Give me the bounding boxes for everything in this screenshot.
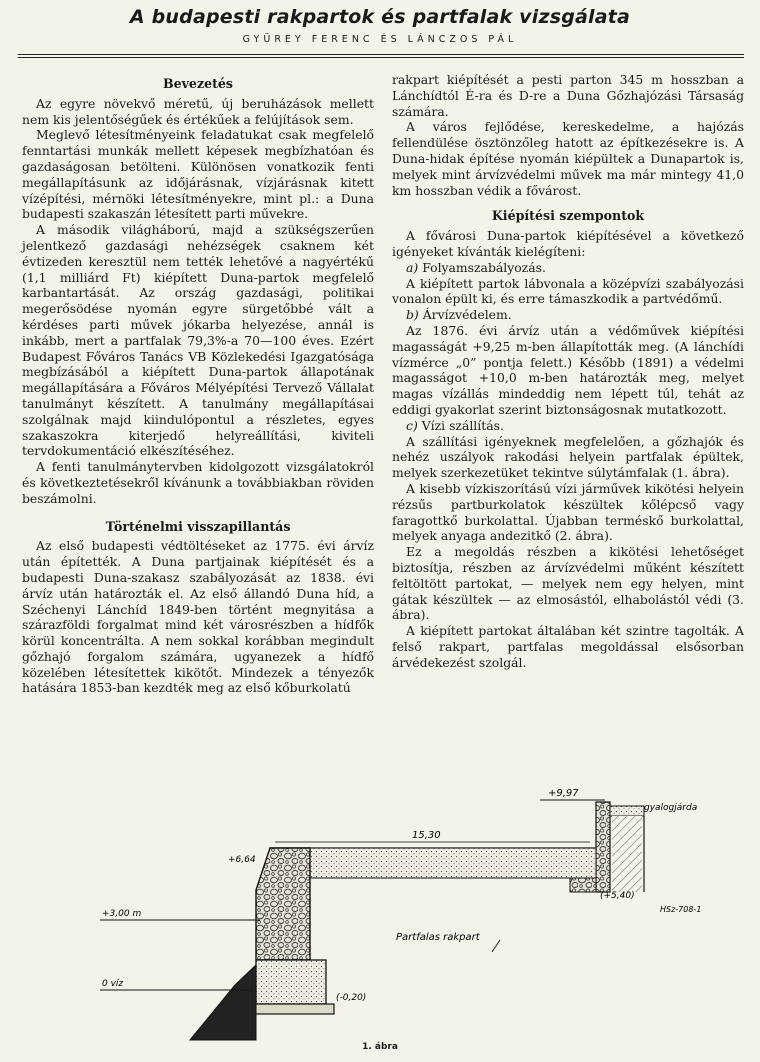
retained-fill	[612, 816, 642, 892]
list-title: Vízi szállítás.	[421, 417, 504, 433]
paragraph: Az első budapesti védtöltéseket az 1775. évi árvíz után építették. A Duna partjainak kiépítését és a budapesti Duna-szakasz szabályozását az 1838. évi árvíz után határozták el. Az első állandó Duna híd, a Széchenyi Lánchíd 1849-ben történt megnyitása a szárazföldi forgalmat mind két városrészben a hídfők körül koncentrálta. A nem sokkal korábban megindult gőzhajó forgalom számára, ugyanezek a hídfő közelében létesítettek kikötőt. Mindezek a tényezők hatására 1853-ban kezdték meg az első kőburkolatú	[22, 538, 374, 696]
drawing-number: HSz-708-1	[660, 905, 702, 914]
bottom-level-label: (-0,20)	[336, 993, 367, 1003]
list-title: Folyamszabályozás.	[422, 259, 546, 275]
list-title: Árvízvédelem.	[422, 307, 512, 323]
riverbed-slope	[190, 965, 256, 1040]
paragraph: Meglevő létesítményeink feladatukat csak megfelelő fenntartási munkák mellett képesek megbízhatóan és gazdaságosan betölteni. Különösen vonatkozik fenti megállapításunk az időjárásnak, vízjárásnak kitett vízépítési, mérnöki létesítményekre, mint pl.: a Duna budapesti szakaszán létesített parti művekre.	[22, 127, 374, 222]
paragraph-continuation: rakpart kiépítését a pesti parton 345 m hosszban a Lánchídtól É-ra és D-re a Duna Gőzhajózási Társaság számára.	[392, 72, 744, 119]
paragraph: A kiépített partok lábvonala a középvízi szabályozási vonalon épült ki, és erre támaszkodik a partvédőmű.	[392, 275, 744, 307]
quay-wall-cross-section-figure	[60, 780, 720, 1050]
quay-label: Partfalas rakpart	[396, 932, 480, 943]
right-support	[570, 878, 596, 892]
list-letter: a)	[406, 259, 419, 275]
list-item-heading	[392, 260, 744, 276]
left-column	[22, 70, 374, 696]
mid-level-label: +3,00 m	[102, 909, 142, 919]
wall-foundation	[256, 960, 326, 1004]
paragraph: A második világháború, majd a szükségszerűen jelentkező gazdasági nehézségek csaknem két évtizeden keresztül nem tették lehetővé a nagyértékű (1,1 milliárd Ft) kiépített Duna-partok megfelelő karbantartását. Az ország gazdasági, politikai megerősödése nyomán egyre sürgetőbbé vált a kérdéses parti művek jókarba helyezése, annál is inkább, mert a partfalak 79,3%-a 70—100 éves. Ezért Budapest Főváros Tanács VB Közlekedési Igazgatósága megbízásából a kiépített Duna-partok állapotának megállapítására a Főváros Mélyépítési Tervező Vállalat tanulmányt készített. A tanulmány megállapításai szolgálnak majd kiindulópontul a részletes, egyes szakaszokra kiterjedő helyreállítási, kiviteli tervdokumentáció elkészítéséhez.	[22, 222, 374, 459]
right-column	[392, 72, 744, 670]
paragraph: A fővárosi Duna-partok kiépítésével a következő igényeket kívánták kielégíteni:	[392, 228, 744, 259]
foundation-base	[248, 1004, 334, 1014]
section-heading: Bevezetés	[162, 76, 234, 91]
list-item-heading	[392, 307, 744, 323]
figure-caption: 1. ábra	[362, 1042, 398, 1052]
width-label: 15,30	[412, 830, 441, 841]
low-water-label: 0 víz	[102, 979, 124, 989]
left-level-label: +6,64	[228, 855, 256, 865]
road-slab	[270, 848, 596, 878]
list-item-heading	[392, 418, 744, 434]
paragraph: Az 1876. évi árvíz után a védőművek kiépítési magasságát +9,25 m-ben állapították meg. (A lánchídi vízmérce „0” pontja felett.) Később (1891) a védelmi magasságot +10,0 m-ben határozták meg, melyet magas vízállás mindeddig nem lépett túl, tehát az eddigi gyakorlat szerint biztonságosnak mutatkozott.	[392, 322, 744, 417]
top-level-label: +9,97	[548, 788, 579, 799]
article-authors: GYÜREY FERENC ÉS LÁNCZOS PÁL	[242, 34, 518, 45]
paragraph: A város fejlődése, kereskedelme, a hajózás fellendülése ösztönzőleg hatott az építkezésekre is. A Duna-hidak építése nyomán kiépültek a Dunapartok is, melyek mint árvízvédelmi művek ma már mintegy 41,0 km hosszban védik a fővárost.	[392, 119, 744, 198]
paragraph: Ez a megoldás részben a kikötési lehetőséget biztosítja, részben az árvízvédelmi műként készített feltöltött partokat, — melyek nem egy helyen, mint gátak készültek — az elmosástól, elhabolástól védi (3. ábra).	[392, 544, 744, 623]
parapet-wall	[596, 802, 610, 892]
paragraph: Az egyre növekvő méretű, új beruházások mellett nem kis jelentőségűek és értékűek a felújítások sem.	[22, 95, 374, 127]
list-letter: b)	[406, 307, 419, 323]
paragraph: A kiépített partokat általában két szintre tagolták. A felső rakpart, partfalas megoldással elsősorban árvédekezést szolgál.	[392, 623, 744, 670]
header-rule-bottom	[18, 57, 744, 58]
footway-label: gyalogjárda	[644, 803, 698, 813]
list-letter: c)	[406, 417, 418, 433]
header-rule-top	[18, 54, 744, 55]
section-heading: Kiépítési szempontok	[491, 208, 645, 224]
paragraph: A szállítási igényeknek megfelelően, a gőzhajók és nehéz uszályok rakodási helyein partfalak épültek, melyek szerkezetüket tekintve súlytámfalak (1. ábra).	[392, 433, 744, 481]
paragraph: A fenti tanulmánytervben kidolgozott vizsgálatokról és következtetésekről kívánunk a továbbiakban röviden beszámolni.	[22, 459, 374, 506]
quay-wall-body	[256, 848, 310, 960]
quay-label-leader	[492, 940, 500, 952]
article-title: A budapesti rakpartok és partfalak vizsgálata	[129, 6, 631, 28]
paragraph: A kisebb vízkiszorítású vízi járművek kikötési helyein rézsűs partburkolatok készültek kőlépcső vagy faragottkő burkolattal. Újabban terméskő burkolattal, melyek anyaga andezitkő (2. ábra).	[392, 480, 744, 544]
footway-slab	[610, 806, 644, 816]
section-heading: Történelmi visszapillantás	[105, 518, 291, 534]
right-level-label: (+5,40)	[600, 891, 635, 901]
